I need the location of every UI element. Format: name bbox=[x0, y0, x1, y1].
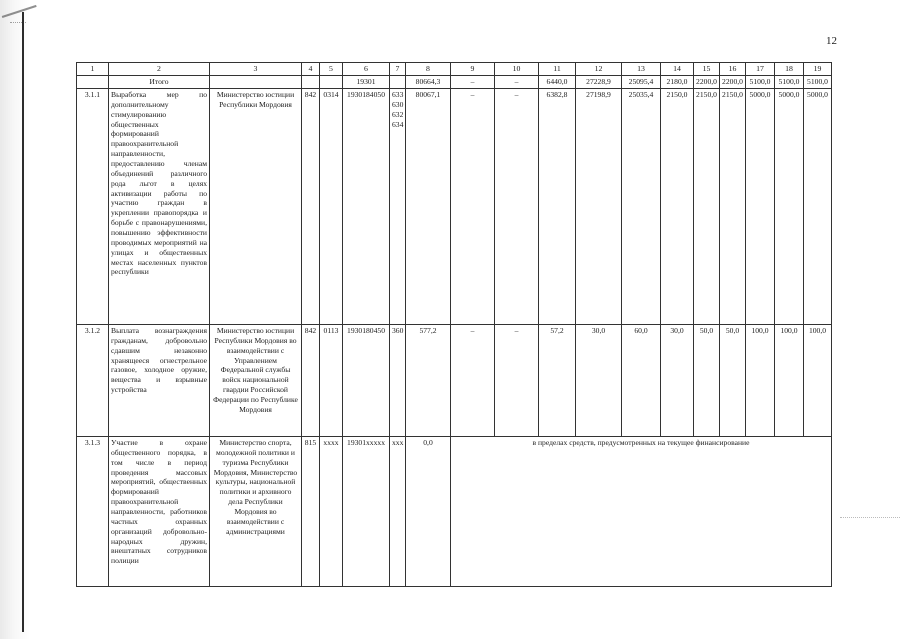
total-value: 27228,9 bbox=[576, 76, 622, 89]
target-code: 19301ххххх bbox=[343, 436, 390, 586]
year-value: 5000,0 bbox=[746, 88, 775, 324]
total-value: 6440,0 bbox=[539, 76, 576, 89]
header-cell: 15 bbox=[694, 63, 720, 76]
table-row bbox=[77, 88, 832, 324]
header-cell: 13 bbox=[622, 63, 661, 76]
section-code: 0113 bbox=[320, 324, 343, 436]
header-cell: 16 bbox=[720, 63, 746, 76]
executor: Министерство юстиции Республики Мордовия bbox=[210, 88, 302, 324]
year-value: 100,0 bbox=[775, 324, 804, 436]
total-value: – bbox=[451, 76, 495, 89]
total-value: 5100,0 bbox=[746, 76, 775, 89]
ministry-code: 842 bbox=[302, 324, 320, 436]
year-value: 100,0 bbox=[746, 324, 775, 436]
measure-description: Выработка мер по дополнительному стимулированию общественных формирований правоохранительной направленности, предоставлению членам объединений различного рода льгот в целях активизации работы по участию граждан в укреплении правопорядка и борьбе с правонарушениями, повышению эффективности проводимых мероприятий на улицах и общественных местах населенных пунктов республики bbox=[109, 88, 210, 324]
total-cell bbox=[210, 76, 302, 89]
total-code: 19301 bbox=[343, 76, 390, 89]
total-value: 2200,0 bbox=[694, 76, 720, 89]
header-cell: 11 bbox=[539, 63, 576, 76]
financing-note: в пределах средств, предусмотренных на текущее финансирование bbox=[451, 436, 832, 586]
header-cell: 9 bbox=[451, 63, 495, 76]
total-amount: 577,2 bbox=[406, 324, 451, 436]
table-row bbox=[77, 324, 832, 436]
year-value: 50,0 bbox=[694, 324, 720, 436]
section-code: 0314 bbox=[320, 88, 343, 324]
header-cell: 12 bbox=[576, 63, 622, 76]
header-cell: 7 bbox=[390, 63, 406, 76]
total-cell bbox=[77, 76, 109, 89]
ministry-code: 815 bbox=[302, 436, 320, 586]
total-amount: 80067,1 bbox=[406, 88, 451, 324]
page-number: 12 bbox=[826, 35, 837, 47]
header-cell: 8 bbox=[406, 63, 451, 76]
total-value: 2200,0 bbox=[720, 76, 746, 89]
year-value: 2150,0 bbox=[694, 88, 720, 324]
header-cell: 14 bbox=[661, 63, 694, 76]
row-number: 3.1.2 bbox=[77, 324, 109, 436]
target-code: 1930180450 bbox=[343, 324, 390, 436]
measure-description: Выплата вознаграждения гражданам, добровольно сдавшим незаконно хранящееся огнестрельное газовое, холодное оружие, вещества и взрывные устройства bbox=[109, 324, 210, 436]
section-code: хххх bbox=[320, 436, 343, 586]
header-cell: 10 bbox=[495, 63, 539, 76]
expense-type: ххх bbox=[390, 436, 406, 586]
expense-type: 633 630 632 634 bbox=[390, 88, 406, 324]
year-value: – bbox=[495, 324, 539, 436]
executor: Министерство юстиции Республики Мордовия во взаимодействии с Управлением Федеральной службы войск национальной гвардии Российской Федерации по Республике Мордовия bbox=[210, 324, 302, 436]
row-number: 3.1.1 bbox=[77, 88, 109, 324]
year-value: – bbox=[451, 324, 495, 436]
header-cell: 5 bbox=[320, 63, 343, 76]
year-value: 5000,0 bbox=[804, 88, 832, 324]
header-row bbox=[77, 63, 832, 76]
total-cell bbox=[390, 76, 406, 89]
year-value: 6382,8 bbox=[539, 88, 576, 324]
program-table bbox=[76, 62, 832, 587]
total-label: Итого bbox=[109, 76, 210, 89]
header-cell: 2 bbox=[109, 63, 210, 76]
scan-artifact bbox=[840, 517, 900, 518]
total-row bbox=[77, 76, 832, 89]
total-amount: 0,0 bbox=[406, 436, 451, 586]
executor: Министерство спорта, молодежной политики и туризма Республики Мордовия, Министерство культуры, национальной политики и архивного дела Республики Мордовия во взаимодействии с администрациями bbox=[210, 436, 302, 586]
total-sum: 80664,3 bbox=[406, 76, 451, 89]
ministry-code: 842 bbox=[302, 88, 320, 324]
year-value: 100,0 bbox=[804, 324, 832, 436]
header-cell: 3 bbox=[210, 63, 302, 76]
year-value: 27198,9 bbox=[576, 88, 622, 324]
total-value: 5100,0 bbox=[804, 76, 832, 89]
year-value: 2150,0 bbox=[661, 88, 694, 324]
measure-description: Участие в охране общественного порядка, в том числе в период проведения массовых мероприятий, общественных формирований правоохранительной направленности, работников частных охранных организаций добровольно-народных дружин, внештатных сотрудников полиции bbox=[109, 436, 210, 586]
total-value: – bbox=[495, 76, 539, 89]
page-edge-line bbox=[22, 12, 24, 632]
year-value: 2150,0 bbox=[720, 88, 746, 324]
year-value: 5000,0 bbox=[775, 88, 804, 324]
header-cell: 19 bbox=[804, 63, 832, 76]
total-cell bbox=[302, 76, 320, 89]
header-cell: 6 bbox=[343, 63, 390, 76]
year-value: – bbox=[451, 88, 495, 324]
header-cell: 18 bbox=[775, 63, 804, 76]
year-value: 57,2 bbox=[539, 324, 576, 436]
total-value: 2180,0 bbox=[661, 76, 694, 89]
year-value: 25035,4 bbox=[622, 88, 661, 324]
header-cell: 4 bbox=[302, 63, 320, 76]
expense-type: 360 bbox=[390, 324, 406, 436]
year-value: 60,0 bbox=[622, 324, 661, 436]
year-value: 30,0 bbox=[661, 324, 694, 436]
row-number: 3.1.3 bbox=[77, 436, 109, 586]
total-value: 5100,0 bbox=[775, 76, 804, 89]
year-value: 50,0 bbox=[720, 324, 746, 436]
total-value: 25095,4 bbox=[622, 76, 661, 89]
year-value: – bbox=[495, 88, 539, 324]
scan-edge bbox=[0, 0, 30, 639]
header-cell: 17 bbox=[746, 63, 775, 76]
target-code: 1930184050 bbox=[343, 88, 390, 324]
header-cell: 1 bbox=[77, 63, 109, 76]
year-value: 30,0 bbox=[576, 324, 622, 436]
table-row bbox=[77, 436, 832, 586]
total-cell bbox=[320, 76, 343, 89]
